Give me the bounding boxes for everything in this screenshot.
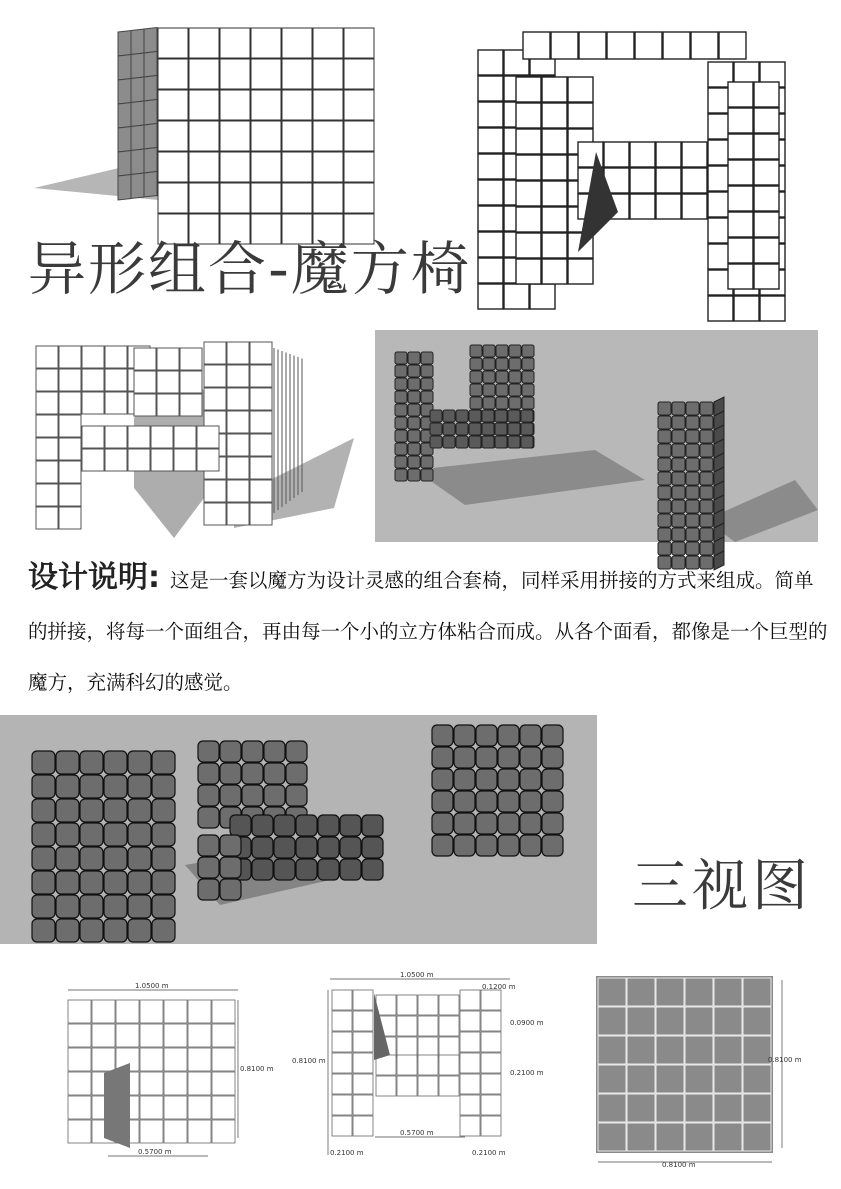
wireframe-chair-render <box>468 22 813 327</box>
dark-chair-panel <box>375 330 818 542</box>
side-a-dim: 0.0900 m <box>510 1019 544 1027</box>
side-view-drawing <box>292 965 560 1165</box>
cube-block-render <box>34 18 354 208</box>
top-height-dim: 0.8100 m <box>768 1056 802 1064</box>
three-views-title: 三视图 <box>632 854 812 919</box>
side-depth-dim: 0.1200 m <box>482 983 516 991</box>
front-view-drawing <box>60 978 275 1163</box>
front-height-dim: 0.8100 m <box>240 1065 274 1073</box>
side-leg-left-dim: 0.2100 m <box>330 1149 364 1157</box>
white-chair-render <box>34 338 344 538</box>
design-description <box>28 552 828 708</box>
top-view-drawing <box>590 970 820 1170</box>
front-inner-dim: 0.5700 m <box>138 1148 172 1156</box>
description-text: 这是一套以魔方为设计灵感的组合套椅，同样采用拼接的方式来组成。简单的拼接，将每一个面组合，再由每一个小的立方体粘合而成。从各个面看，都像是一个巨型的魔方，充满科幻的感觉。 <box>28 569 828 694</box>
description-heading: 设计说明: <box>28 560 160 595</box>
page-title: 异形组合-魔方椅 <box>28 235 471 303</box>
three-pieces-panel <box>0 715 597 944</box>
side-height-dim: 0.8100 m <box>292 1057 326 1065</box>
side-seat-dim: 0.2100 m <box>510 1069 544 1077</box>
side-leg-right-dim: 0.2100 m <box>472 1149 506 1157</box>
side-width-dim: 1.0500 m <box>400 971 434 979</box>
side-inner-dim: 0.5700 m <box>400 1129 434 1137</box>
front-width-dim: 1.0500 m <box>135 982 169 990</box>
top-width-dim: 0.8100 m <box>662 1161 696 1169</box>
